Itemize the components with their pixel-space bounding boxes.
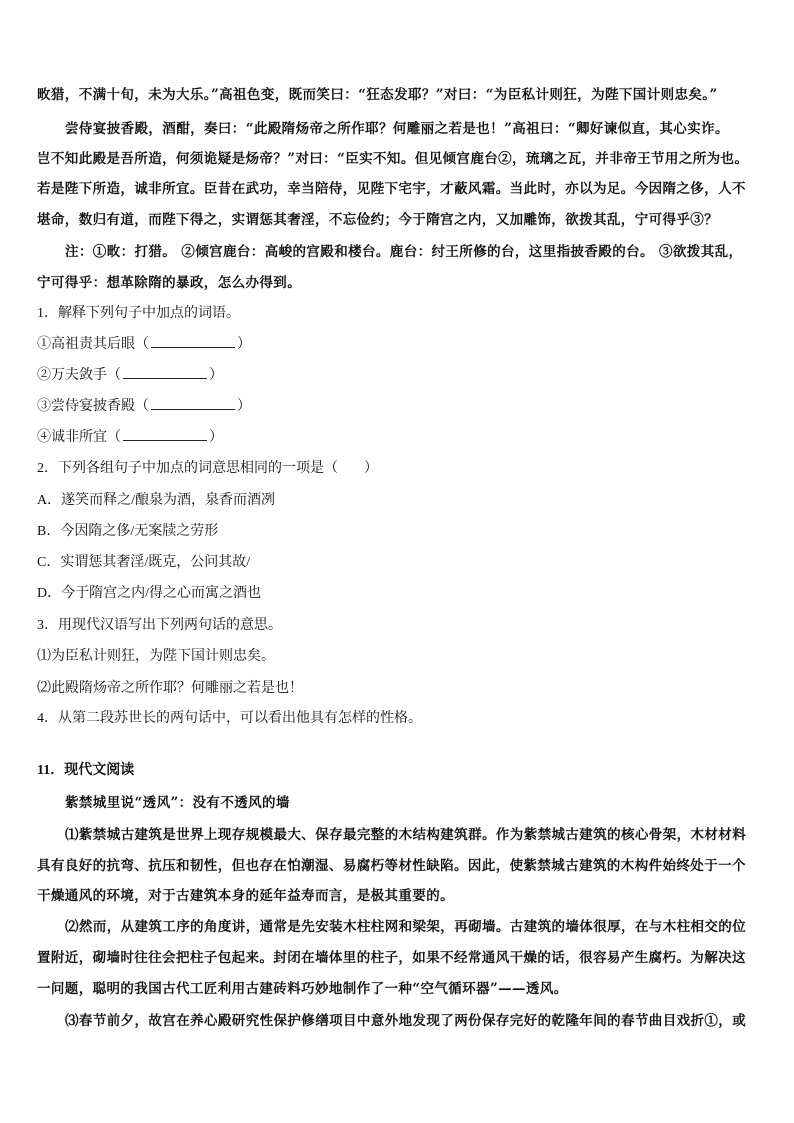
option-a: A．遂笑而释之/酿泉为酒，泉香而酒冽 <box>37 493 275 508</box>
annotation-line: 宁可得乎：想革除隋的暴政，怎么办得到。 <box>37 275 302 291</box>
answer-blank[interactable] <box>151 335 235 348</box>
close-paren: ） <box>209 430 223 445</box>
question-1-item <box>37 333 759 353</box>
question-3-item: ⑵此殿隋炀帝之所作耶？何雕丽之若是也！ <box>37 681 303 696</box>
option-d: D．今于隋宫之内/得之心而寓之酒也 <box>37 586 261 601</box>
passage-line: 堪命，数归有道，而陛下得之，实谓惩其奢淫，不忘俭约；今于隋宫之内，又加雕饰，欲拨其乱，宁可得乎③？ <box>37 212 719 228</box>
question-3-item: ⑴为臣私计则狂，为陛下国计则忠矣。 <box>37 649 275 664</box>
annotation-line: 注：①畋：打猎。 ②倾宫鹿台：高峻的宫殿和楼台。鹿台：纣王所修的台，这里指披香殿的台。 ③欲拨其乱， <box>65 244 743 260</box>
article-title: 紫禁城里说“透风”：没有不透风的墙 <box>65 795 290 811</box>
question-2-title <box>37 457 759 477</box>
option-c: C．实谓惩其奢淫/既克，公问其故/ <box>37 555 251 570</box>
item-text: ②万夫敛手（ <box>37 368 121 383</box>
question-1-item <box>37 426 759 446</box>
question-4-title: 4．从第二段苏世长的两句话中，可以看出他具有怎样的性格。 <box>37 711 422 726</box>
option-b: B．今因隋之侈/无案牍之劳形 <box>37 524 219 539</box>
answer-blank[interactable] <box>123 366 207 379</box>
item-text: ④诚非所宜（ <box>37 430 121 445</box>
question-1-item <box>37 395 759 415</box>
passage-line: 岂不知此殿是吾所造，何须诡疑是炀帝？”对曰：“臣实不知。但见倾宫鹿台②，琉璃之瓦，并非帝王节用之所为也。 <box>37 151 749 167</box>
answer-blank[interactable] <box>151 397 235 410</box>
item-text: ①高祖责其后眼（ <box>37 337 149 352</box>
article-paragraph: 置附近，砌墙时往往会把柱子包起来。封闭在墙体里的柱子，如果不经常通风干燥的话，很容易产生腐朽。为解决这 <box>37 950 746 966</box>
question-3-title: 3．用现代汉语写出下列两句话的意思。 <box>37 618 282 633</box>
article-paragraph: 一问题，聪明的我国古代工匠利用古建砖料巧妙地制作了一种“空气循环器”——透风。 <box>37 981 568 997</box>
article-paragraph: 干燥通风的环境，对于古建筑本身的延年益寿而言，是极其重要的。 <box>37 888 454 904</box>
item-text: ③尝侍宴披香殿（ <box>37 399 149 414</box>
question-1-title: 1．解释下列句子中加点的词语。 <box>37 306 240 321</box>
q2-text: 2．下列各组句子中加点的词意思相同的一项是（ <box>37 461 338 476</box>
article-paragraph: ⑵然而，从建筑工序的角度讲，通常是先安装木柱柱网和梁架，再砌墙。古建筑的墙体很厚，在与木柱相交的位 <box>65 919 747 935</box>
passage-line: 若是陛下所造，诚非所宜。臣昔在武功，幸当陪侍，见陛下宅宇，才蔽风霜。当此时，亦以为足。今因隋之侈，人不 <box>37 181 746 197</box>
close-paren: ） <box>209 368 223 383</box>
close-paren: ） <box>364 461 378 476</box>
article-paragraph: ⑴紫禁城古建筑是世界上现存规模最大、保存最完整的木结构建筑群。作为紫禁城古建筑的核心骨架，木材材料 <box>65 827 747 843</box>
section-heading: 11．现代文阅读 <box>37 763 135 778</box>
article-paragraph: ⑶春节前夕，故宫在养心殿研究性保护修缮项目中意外地发现了两份保存完好的乾隆年间的春节曲目戏折①，或 <box>65 1013 747 1029</box>
passage-line: 畋猎，不满十旬，未为大乐。”高祖色变，既而笑曰：“狂态发耶？”对曰：“为臣私计则狂，为陛下国计则忠矣。” <box>37 87 718 103</box>
answer-blank[interactable] <box>123 428 207 441</box>
close-paren: ） <box>237 337 251 352</box>
passage-line: 尝侍宴披香殿，酒酣，奏曰：“此殿隋炀帝之所作耶？何雕丽之若是也！”高祖曰：“卿好谏似直，其心实诈。 <box>65 121 729 137</box>
close-paren: ） <box>237 399 251 414</box>
question-1-item <box>37 364 759 384</box>
article-paragraph: 具有良好的抗弯、抗压和韧性，但也存在怕潮湿、易腐朽等材性缺陷。因此，使紫禁城古建筑的木构件始终处于一个 <box>37 858 746 874</box>
